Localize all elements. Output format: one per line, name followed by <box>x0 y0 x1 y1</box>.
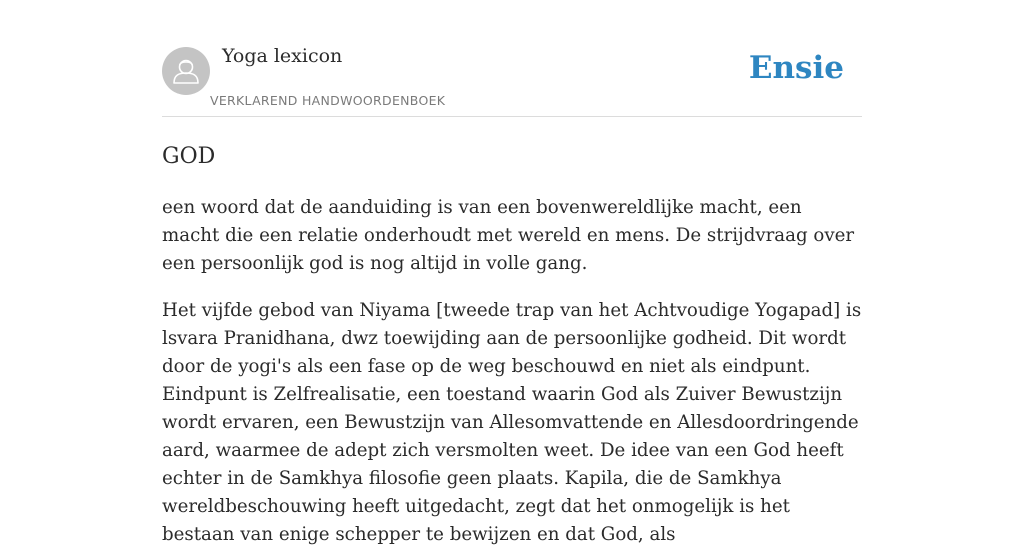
lexicon-subtitle: VERKLAREND HANDWOORDENBOEK <box>210 93 446 108</box>
definition-paragraph-2: Het vijfde gebod van Niyama [tweede trap van het Achtvoudige Yogapad] is lsvara Pranidhana, dwz toewijding aan de persoonlijke godheid. Dit wordt door de yogi's als een fase op de weg beschouwd en niet als eindpunt. Eindpunt is Zelfrealisatie, een toestand waarin God als Zuiver Bewustzijn wordt ervaren, een Bewustzijn van Allesomvattende en Allesdoordringende aard, waarmee de adept zich versmolten weet. De idee van een God heeft echter in de Samkhya filosofie geen plaats. Kapila, die de Samkhya wereldbeschouwing heeft uitgedacht, zegt dat het onmogelijk is het bestaan van enige schepper te bewijzen en dat God, als <box>162 300 862 545</box>
ensie-logo[interactable]: Ensie <box>748 50 844 86</box>
definition-paragraph-1: een woord dat de aanduiding is van een bovenwereldlijke macht, een macht die een relatie onderhoudt met wereld en mens. De strijdvraag over een persoonlijk god is nog altijd in volle gang. <box>162 197 855 274</box>
entry-title: GOD <box>162 144 216 169</box>
user-icon[interactable] <box>162 47 210 95</box>
lexicon-header <box>162 0 862 117</box>
lexicon-title[interactable]: Yoga lexicon <box>222 45 343 67</box>
page <box>162 0 862 549</box>
